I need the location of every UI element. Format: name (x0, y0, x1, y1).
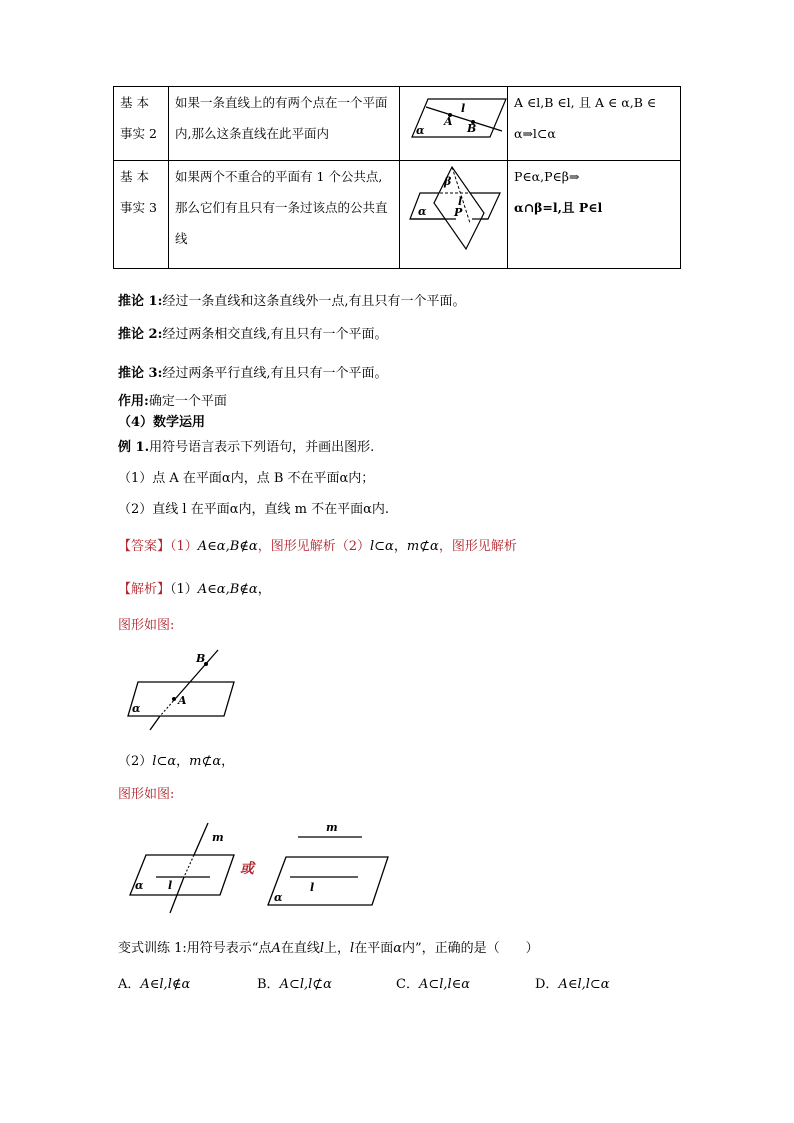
analysis-part: ， (221, 754, 235, 769)
line-m-hidden (184, 855, 194, 877)
question-part: 在平面 (354, 941, 394, 956)
label-m: m (326, 821, 338, 834)
fact-content: 如果两个不重合的平面有 1 个公共点,那么它们有且只有一条过该点的公共直线 (169, 161, 400, 269)
answer-part: ，图形见解析 (438, 539, 517, 554)
fact-diagram (400, 161, 508, 269)
label-alpha: α (135, 879, 144, 892)
question-math: l (350, 941, 355, 956)
analysis-line-2 (118, 750, 234, 769)
analysis-tag: 【解析】 (118, 582, 171, 597)
two-planes-figure (406, 161, 512, 257)
label-l: l (310, 881, 315, 894)
question-math: A (271, 941, 281, 956)
analysis-math: m⊄α (189, 754, 222, 769)
corollary-2 (118, 323, 388, 342)
question-math: l (319, 941, 325, 956)
corollary-1 (118, 290, 466, 309)
label-a: A (444, 115, 453, 128)
option-a[interactable] (118, 973, 190, 992)
symbol-line: A ∈l,B ∈l, 且 A ∈ α,B ∈ (514, 95, 657, 110)
answer-part: ，图形见解析（2） (257, 539, 370, 554)
option-math: A∈l,l∉α (140, 977, 191, 992)
corollary-label: 推论 3: (118, 366, 163, 381)
table-row (114, 161, 681, 269)
figure-caption-1: 图形如图: (118, 618, 175, 633)
label-l: l (168, 879, 173, 892)
answer-math: A∈α,B∉α (197, 539, 258, 554)
plane-line-figure (406, 87, 512, 149)
option-letter: D． (535, 977, 559, 992)
answer-math: l⊂α (369, 539, 394, 554)
effect-label: 作用: (118, 394, 149, 409)
example-text: 用符号语言表示下列语句，并画出图形. (149, 440, 375, 455)
analysis-part: ， (257, 582, 271, 597)
answer-math: m⊄α (406, 539, 439, 554)
analysis-part: （1） (170, 582, 198, 597)
label-alpha: α (132, 702, 141, 715)
label-b: B (467, 122, 477, 135)
fact-symbol (508, 87, 681, 161)
example-item-1: （1）点 A 在平面α内，点 B 不在平面α内； (118, 471, 375, 486)
example-label: 例 1. (118, 440, 150, 455)
corollary-text: 经过一条直线和这条直线外一点,有且只有一个平面。 (162, 294, 466, 309)
option-letter: A． (118, 977, 141, 992)
option-letter: B． (257, 977, 280, 992)
fact-label (114, 87, 169, 161)
symbol-line: P∈α,P∈β⇒ (514, 169, 580, 184)
answer-line (118, 535, 517, 554)
fact-label-line: 基 本 (120, 169, 149, 184)
label-a: A (178, 694, 187, 707)
corollary-text: 经过两条相交直线,有且只有一个平面。 (162, 327, 388, 342)
option-math: A⊂l,l∈α (418, 977, 471, 992)
option-math: A⊂l,l⊄α (279, 977, 332, 992)
effect-text: 确定一个平面 (148, 394, 227, 409)
answer-tag: 【答案】 (118, 539, 171, 554)
analysis-part: （2） (118, 754, 153, 769)
option-d[interactable] (535, 973, 610, 992)
example-item-2: （2）直线 l 在平面α内，直线 m 不在平面α内. (118, 502, 389, 517)
label-alpha: α (416, 124, 425, 137)
label-alpha: α (418, 205, 427, 218)
option-math: A∈l,l⊂α (558, 977, 610, 992)
fact-label (114, 161, 169, 269)
label-or: 或 (240, 861, 254, 877)
question-part: 内”，正确的是（ ） (402, 941, 539, 956)
question-part: 变式训练 1:用符号表示“点 (118, 941, 272, 956)
line-m-upper (194, 823, 208, 855)
section-heading: （4）数学运用 (118, 415, 206, 430)
corollary-3 (118, 362, 388, 381)
label-l: l (461, 102, 466, 115)
label-b: B (196, 652, 206, 665)
fact-label-line: 事实 3 (120, 200, 157, 215)
corollary-label: 推论 2: (118, 327, 163, 342)
analysis-sep: ， (176, 754, 190, 769)
analysis-math: A∈α,B∉α (197, 582, 258, 597)
fact-label-line: 基 本 (120, 95, 149, 110)
label-l: l (458, 195, 463, 208)
question-part: 在直线 (280, 941, 320, 956)
analysis-line (118, 578, 271, 597)
fact-content: 如果一条直线上的有两个点在一个平面内,那么这条直线在此平面内 (169, 87, 400, 161)
corollary-label: 推论 1: (118, 294, 163, 309)
line-lower (150, 716, 160, 730)
analysis-math: l⊂α (152, 754, 177, 769)
table-row (114, 87, 681, 161)
symbol-line: α⇒l⊂α (514, 126, 556, 141)
label-p: P (454, 206, 463, 219)
question-part: 上， (324, 941, 351, 956)
plane-shape-right (268, 857, 388, 905)
figure-point-plane (118, 646, 248, 742)
figure-line-plane (118, 815, 393, 915)
label-beta: β (444, 175, 452, 188)
answer-part: （1） (170, 539, 198, 554)
label-alpha: α (274, 891, 283, 904)
point-a (172, 697, 176, 701)
question-math: α (393, 941, 402, 956)
corollary-text: 经过两条平行直线,有且只有一个平面。 (162, 366, 388, 381)
example-title (118, 436, 374, 455)
answer-sep: ， (393, 539, 407, 554)
fact-label-line: 事实 2 (120, 126, 157, 141)
effect-line (118, 390, 227, 409)
basic-facts-table (113, 86, 681, 269)
symbol-line: α∩β=l,且 P∈l (514, 200, 603, 215)
option-letter: C． (396, 977, 419, 992)
fact-diagram (400, 87, 508, 161)
figure-caption-2: 图形如图: (118, 787, 175, 802)
plane-shape-left (130, 855, 234, 895)
exercise-question (118, 937, 539, 956)
label-m: m (212, 831, 224, 844)
fact-symbol (508, 161, 681, 269)
option-b[interactable] (257, 973, 332, 992)
option-c[interactable] (396, 973, 470, 992)
